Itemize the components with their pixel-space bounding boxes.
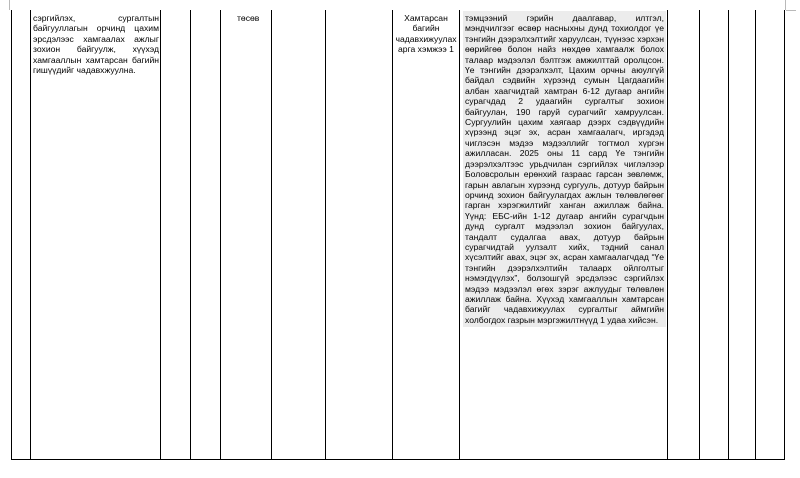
column-divider	[160, 10, 161, 459]
crop-mark-top-right	[785, 0, 786, 10]
goal-text: сэргийлэх, сургалтын байгууллагын орчинд цахим эрсдэлээс хамгаалах ажлыг зохион байгуулж, хүүхэд хамгааллын хамтарсан багийн гишүүдийг чадавхжуулна.	[33, 13, 159, 76]
column-divider	[728, 10, 729, 459]
column-divider	[271, 10, 272, 459]
column-divider	[392, 10, 393, 459]
responsible-cell	[395, 13, 457, 55]
column-divider	[30, 10, 31, 459]
column-divider	[699, 10, 700, 459]
table-row	[11, 10, 785, 460]
column-divider	[190, 10, 191, 459]
column-divider	[220, 10, 221, 459]
budget-cell	[223, 13, 269, 23]
column-divider	[755, 10, 756, 459]
budget-text: төсөв	[237, 13, 260, 23]
goal-cell	[33, 13, 159, 75]
responsible-text: Хамтарсан багийн чадавхижуулах арга хэмжээ 1	[395, 13, 457, 55]
report-text: тэмцээний гэрийн даалгавар, илтгэл, мэндчилгээг өсвөр насныхны дунд тохиолдог үе тэнгийн дээрэлхэлтийг харуулсан, түүнээс хэрхэн өөрийгөө болон найз нөхдөө хамгаалж болох талаар мэдээлэл бэлтгэж амжилттай оролцсон. Үе тэнгийн дээрэлхэлт, Цахим орчны аюулгүй байдал сэдвийн хүрээнд сумын Цагдаагийн албан хаагчидтай хамтран 6-12 дугаар ангийн сурагчдад 2 удаагийн сургалтыг зохион байгуулан, 190 гаруй сурагчийг хамруулсан. Сургуулийн цахим хаягаар дээрх сэдвүүдийн хүрээнд эцэг эх, асран хамгаалагч, иргэдэд чиглэсэн мэдээ мэдээллийг тогтмол хүргэн ажилласан. 2025 оны 11 сард Үе тэнгийн дээрэлхэлтээс урьдчилан сэргийлэх чиглэлээр Боловсролын ерөнхий газраас гарсан зөвлөмж, гарын авлагын хүрээнд сургууль, дотуур байрын орчинд зохион байгуулагдах ажлын төлөвлөгөөг гарган хэрэгжилтийг ханган ажиллаж байна. Үүнд: ЕБС-ийн 1-12 дугаар ангийн сурагчдын дунд сургалт мэдээлэл зохион байгуулах, тандалт судалгаа авах, дотуур байрын сурагчидтай уулзалт хийх, тэдний санал хүсэлтийг авах, эцэг эх, асран хамгаалагчдад “Үе тэнгийн дээрэлхэлтийн талаарх ойлголтыг нэмэгдүүлэх”, болзошгүй эрсдэлээс сэргийлэх мэдээ мэдээлэл өгөх зэрэг ажлуудыг төлөвлөн ажиллаж байна. Хүүхэд хамгааллын хамтарсан багийг чадавхижуулах сургалтыг аймгийн холбогдох газрын мэргэжилтнүүд 1 удаа хийсэн.	[465, 13, 664, 325]
column-divider	[459, 10, 460, 459]
crop-mark-right	[786, 10, 796, 11]
column-divider	[667, 10, 668, 459]
report-cell	[463, 11, 666, 327]
crop-mark-top-left	[9, 0, 10, 10]
column-divider	[325, 10, 326, 459]
